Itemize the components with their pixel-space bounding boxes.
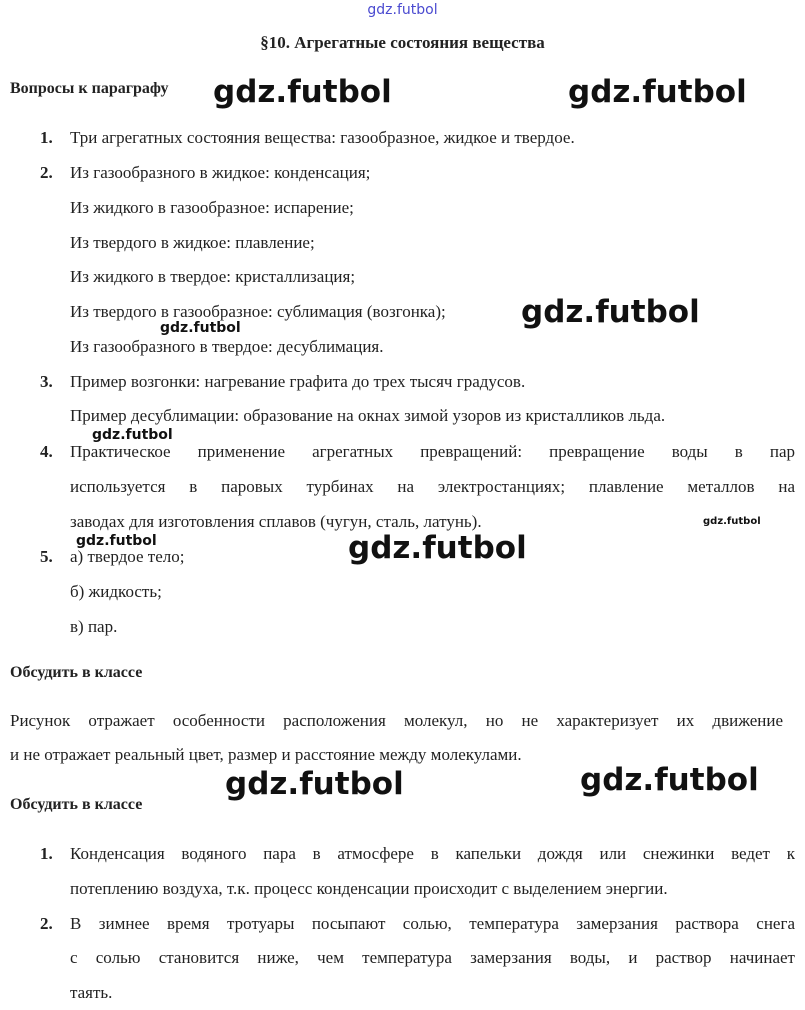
list-item-text: Из газообразного в жидкое: конденсация; bbox=[70, 163, 371, 182]
list-number: 1. bbox=[40, 844, 53, 863]
list-number: 3. bbox=[40, 372, 53, 391]
watermark: gdz.futbol bbox=[348, 530, 527, 566]
list-item-text: Из жидкого в твердое: кристаллизация; bbox=[70, 267, 356, 286]
section-heading-discuss: Обсудить в классе bbox=[10, 664, 143, 681]
watermark: gdz.futbol bbox=[92, 427, 173, 443]
list-number: 4. bbox=[40, 442, 53, 461]
list-item-text: с солью становится ниже, чем температура замерзания воды, и раствор начинает bbox=[70, 948, 795, 967]
list-item-text: потеплению воздуха, т.к. процесс конденсации происходит с выделением энергии. bbox=[70, 879, 668, 898]
list-item-text: Из газообразного в твердое: десублимация. bbox=[70, 337, 384, 356]
section-heading-discuss: Обсудить в классе bbox=[10, 796, 143, 813]
list-item-text: Три агрегатных состояния вещества: газообразное, жидкое и твердое. bbox=[70, 128, 575, 147]
watermark: gdz.futbol bbox=[568, 74, 747, 110]
watermark: gdz.futbol bbox=[160, 320, 241, 336]
list-item-text: Из жидкого в газообразное: испарение; bbox=[70, 198, 354, 217]
list-number: 5. bbox=[40, 547, 53, 566]
list-item-text: Из твердого в газообразное: сублимация (возгонка); bbox=[70, 302, 446, 321]
paragraph-text: и не отражает реальный цвет, размер и расстояние между молекулами. bbox=[10, 745, 522, 764]
watermark: gdz.futbol bbox=[213, 74, 392, 110]
list-item-text: заводах для изготовления сплавов (чугун, сталь, латунь). bbox=[70, 512, 482, 531]
page-title: §10. Агрегатные состояния вещества bbox=[260, 33, 545, 52]
list-item-text: Из твердого в жидкое: плавление; bbox=[70, 233, 315, 252]
list-item-text: таять. bbox=[70, 983, 113, 1002]
watermark: gdz.futbol bbox=[703, 516, 761, 527]
list-item-text: Конденсация водяного пара в атмосфере в капельки дождя или снежинки ведет к bbox=[70, 844, 795, 863]
list-number: 2. bbox=[40, 163, 53, 182]
list-number: 2. bbox=[40, 914, 53, 933]
list-item-text: Пример возгонки: нагревание графита до трех тысяч градусов. bbox=[70, 372, 526, 391]
watermark: gdz.futbol bbox=[76, 533, 157, 549]
list-item-text: Практическое применение агрегатных превращений: превращение воды в пар bbox=[70, 442, 795, 461]
watermark: gdz.futbol bbox=[580, 762, 759, 798]
section-heading-questions: Вопросы к параграфу bbox=[10, 80, 169, 97]
list-item-text: б) жидкость; bbox=[70, 582, 162, 601]
list-number: 1. bbox=[40, 128, 53, 147]
paragraph-text: Рисунок отражает особенности расположения молекул, но не характеризует их движение bbox=[10, 711, 783, 730]
watermark: gdz.futbol bbox=[521, 294, 700, 330]
watermark: gdz.futbol bbox=[225, 766, 404, 802]
list-item-text: Пример десублимации: образование на окнах зимой узоров из кристалликов льда. bbox=[70, 406, 666, 425]
list-item-text: используется в паровых турбинах на электростанциях; плавление металлов на bbox=[70, 477, 795, 496]
list-item-text: В зимнее время тротуары посыпают солью, температура замерзания раствора снега bbox=[70, 914, 795, 933]
list-item-text: а) твердое тело; bbox=[70, 547, 185, 566]
list-item-text: в) пар. bbox=[70, 617, 118, 636]
watermark-top: gdz.futbol bbox=[367, 2, 438, 18]
